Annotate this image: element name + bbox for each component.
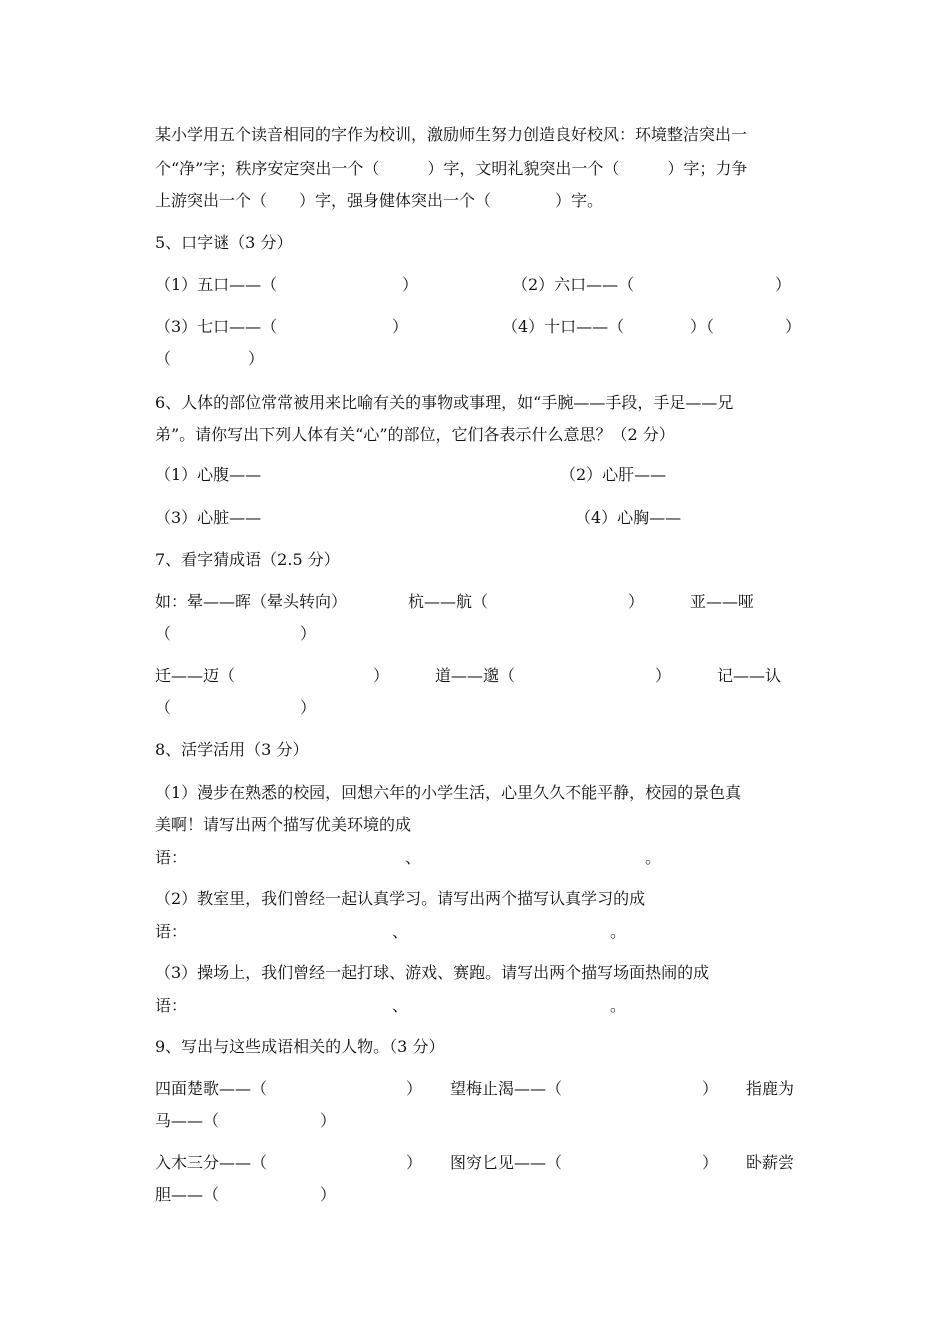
intro-text-2: 个“净”字；秩序安定突出一个（ ）字，文明礼貌突出一个（ ）字；力争 [155,159,748,178]
q7-row-4 [0,695,950,721]
q9-item-c-wrap: 马——（ [155,1111,220,1130]
q6-item-2: （2）心肝—— [560,465,667,484]
q6-item-3: （3）心脏—— [155,508,262,527]
q9-item-f-wrap: 胆——（ [155,1185,220,1204]
q7-item-d: 道——邈（ [435,666,516,685]
q9-item-f-wrap-close: ） [320,1185,337,1204]
q5-item-2: （2）六口——（ [512,275,635,294]
q7-item-a-close: ） [628,592,645,611]
q5-item-1-close: ） [402,275,419,294]
q8-p2-text-1: （2）教室里，我们曾经一起认真学习。请写出两个描写认真学习的成 [155,889,646,908]
q6-row-1 [0,462,950,488]
q7-item-d-close: ） [655,666,672,685]
q5-item-4: （4）十口——（ [502,317,625,336]
q8-p1-line-2 [0,812,950,838]
q7-row-1 [0,589,950,615]
q7-item-e: 记——认 [717,666,782,685]
q7-example: 如：晕——晖（晕头转向） [155,592,348,611]
q7-row-2 [0,621,950,647]
q9-row-3 [0,1150,950,1176]
q6-title-1 [0,390,950,416]
q9-title [0,1034,950,1060]
intro-line-2 [0,156,950,182]
q8-p1-separator: 、 [405,848,422,867]
q9-item-b-close: ） [702,1079,719,1098]
q8-p1-text-1: （1）漫步在熟悉的校园，回想六年的小学生活，心里久久不能平静，校园的景色真 [155,783,742,802]
q9-item-b: 望梅止渴——（ [450,1079,563,1098]
q5-item-1: （1）五口——（ [155,275,278,294]
q7-item-e-wrap-close: ） [300,698,317,717]
q7-item-c-close: ） [373,666,390,685]
q7-item-a: 杭——航（ [408,592,489,611]
q8-p3-line-2 [0,993,950,1019]
q8-p3-end: 。 [610,996,627,1015]
q5-title-text: 5、口字谜（3 分） [155,233,293,252]
q9-item-c: 指鹿为 [746,1079,795,1098]
q6-item-1: （1）心腹—— [155,465,262,484]
q9-row-1 [0,1076,950,1102]
q8-title-text: 8、活学活用（3 分） [155,740,309,759]
q8-p3-separator: 、 [392,996,409,1015]
q8-p1-line-3 [0,845,950,871]
q6-title-text-2: 弟”。请你写出下列人体有关“心”的部位，它们各表示什么意思？（2 分） [155,425,675,444]
q5-item-4-wrap-close: ） [248,349,265,368]
q5-row-1 [0,272,950,298]
q5-item-4-mid: ）（ [690,317,715,336]
q9-item-d: 入木三分——（ [155,1153,268,1172]
q6-title-text-1: 6、人体的部位常常被用来比喻有关的事物或事理，如“手腕——手段，手足——兄 [155,393,734,412]
q8-p2-line-2 [0,919,950,945]
q5-item-4-close: ） [785,317,802,336]
q7-row-3 [0,663,950,689]
intro-text-3: 上游突出一个（ ）字，强身健体突出一个（ ）字。 [155,191,604,210]
q8-p1-end: 。 [645,848,662,867]
q7-title [0,547,950,573]
q5-item-2-close: ） [775,275,792,294]
q5-row-3 [0,346,950,372]
q7-item-c: 迁——迈（ [155,666,236,685]
intro-line-1 [0,122,950,148]
q9-title-text: 9、写出与这些成语相关的人物。（3 分） [155,1037,445,1056]
q5-item-3: （3）七口——（ [155,317,278,336]
q8-p2-label: 语： [155,922,188,941]
intro-text-1: 某小学用五个读音相同的字作为校训，激励师生努力创造良好校风：环境整洁突出一 [155,125,748,144]
q8-p2-line-1 [0,886,950,912]
q5-item-4-wrap: （ [155,349,172,368]
q8-p1-line-1 [0,780,950,806]
q8-p1-label: 语： [155,848,188,867]
q9-item-e-close: ） [702,1153,719,1172]
q7-item-b-wrap: （ [155,624,172,643]
q8-title [0,737,950,763]
q7-item-e-wrap: （ [155,698,172,717]
q7-item-b: 亚——哑 [690,592,755,611]
q8-p1-text-2: 美啊！请写出两个描写优美环境的成 [155,815,412,834]
q8-p3-line-1 [0,960,950,986]
q9-item-c-wrap-close: ） [320,1111,337,1130]
q5-row-2 [0,314,950,340]
q8-p3-text-1: （3）操场上，我们曾经一起打球、游戏、赛跑。请写出两个描写场面热闹的成 [155,963,710,982]
q9-item-e: 图穷匕见——（ [450,1153,563,1172]
q9-item-a: 四面楚歌——（ [155,1079,268,1098]
q9-row-2 [0,1108,950,1134]
q8-p3-label: 语： [155,996,188,1015]
q9-item-d-close: ） [406,1153,423,1172]
q5-title [0,230,950,256]
q7-item-b-wrap-close: ） [300,624,317,643]
q6-title-2 [0,422,950,448]
q9-item-f: 卧薪尝 [746,1153,795,1172]
q9-row-4 [0,1182,950,1208]
q7-title-text: 7、看字猜成语（2.5 分） [155,550,340,569]
q6-item-4: （4）心胸—— [575,508,682,527]
q8-p2-end: 。 [610,922,627,941]
q8-p2-separator: 、 [392,922,409,941]
q5-item-3-close: ） [392,317,409,336]
q9-item-a-close: ） [406,1079,423,1098]
intro-line-3 [0,188,950,214]
q6-row-2 [0,505,950,531]
